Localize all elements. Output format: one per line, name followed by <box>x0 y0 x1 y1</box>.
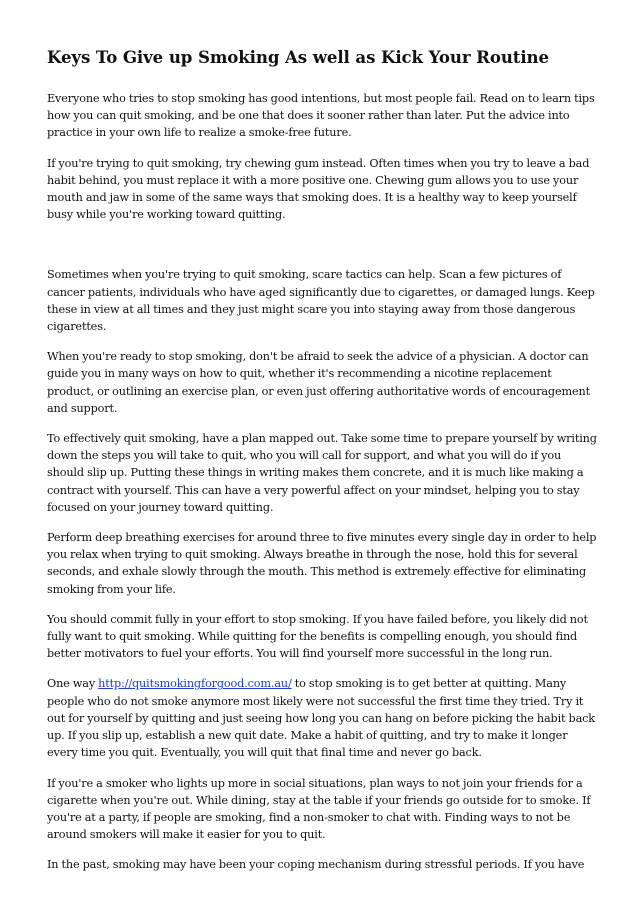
paragraph-scare-tactics: Sometimes when you're trying to quit smoking, scare tactics can help. Scan a few pictures of cancer patients, individuals who have aged significantly due to cigarettes, or damaged lungs. Keep these in view at all times and they just might scare you into staying away from those dangerous cigarettes. <box>47 268 595 334</box>
paragraph-commit: You should commit fully in your effort to stop smoking. If you have failed before, you likely did not fully want to quit smoking. While quitting for the benefits is compelling enough, you should find better motivators to fuel your efforts. You will find yourself more successful in the long run. <box>47 612 588 661</box>
external-link[interactable]: http://quitsmokingforgood.com.au/ <box>98 677 292 691</box>
blank-space <box>47 236 597 266</box>
paragraph-coping: In the past, smoking may have been your coping mechanism during stressful periods. If you have <box>47 858 585 872</box>
paragraph-plan: To effectively quit smoking, have a plan mapped out. Take some time to prepare yourself by writing down the steps you will take to quit, who you will call for support, and what you will do if you should slip up. Putting these things in writing makes them concrete, and it is much like making a contract with yourself. This can have a very powerful affect on your mindset, helping you to stay focused on your journey toward quitting. <box>47 432 597 514</box>
paragraph-chewing-gum: If you're trying to quit smoking, try chewing gum instead. Often times when you try to leave a bad habit behind, you must replace it with a more positive one. Chewing gum allows you to use your mouth and jaw in some of the same ways that smoking does. It is a healthy way to keep yourself busy while you're working toward quitting. <box>47 156 590 222</box>
link-paragraph-after: to stop smoking is to get better at quitting. Many people who do not smoke anymore most likely were not successful the first time they tried. Try it out for yourself by quitting and just seeing how long you can hang on before picking the habit back up. If you slip up, establish a new quit date. Make a habit of quitting, and try to make it longer every time you quit. Eventually, you will quit that final time and never go back. <box>47 677 595 760</box>
document-title: Keys To Give up Smoking As well as Kick Your Routine <box>47 47 549 67</box>
paragraph-physician: When you're ready to stop smoking, don't be afraid to seek the advice of a physician. A doctor can guide you in many ways on how to quit, whether it's recommending a nicotine replacement product, or outlining an exercise plan, or even just offering authoritative words of encouragement and support. <box>47 350 590 415</box>
document-page <box>47 46 597 887</box>
paragraph-intro: Everyone who tries to stop smoking has good intentions, but most people fail. Read on to learn tips how you can quit smoking, and be one that does it sooner rather than later. Put the advice into practice in your own life to realize a smoke-free future. <box>47 92 595 140</box>
paragraph-with-link <box>47 675 597 761</box>
link-paragraph-before: One way <box>47 677 99 691</box>
paragraph-social: If you're a smoker who lights up more in social situations, plan ways to not join your friends for a cigarette when you're out. While dining, stay at the table if your friends go outside for to smoke. If you're at a party, if people are smoking, find a non-smoker to chat with. Finding ways to not be around smokers will make it easier for you to quit. <box>47 776 591 842</box>
paragraph-breathing: Perform deep breathing exercises for around three to five minutes every single day in order to help you relax when trying to quit smoking. Always breathe in through the nose, hold this for several seconds, and exhale slowly through the mouth. This method is extremely effective for eliminating smoking from your life. <box>47 531 597 596</box>
